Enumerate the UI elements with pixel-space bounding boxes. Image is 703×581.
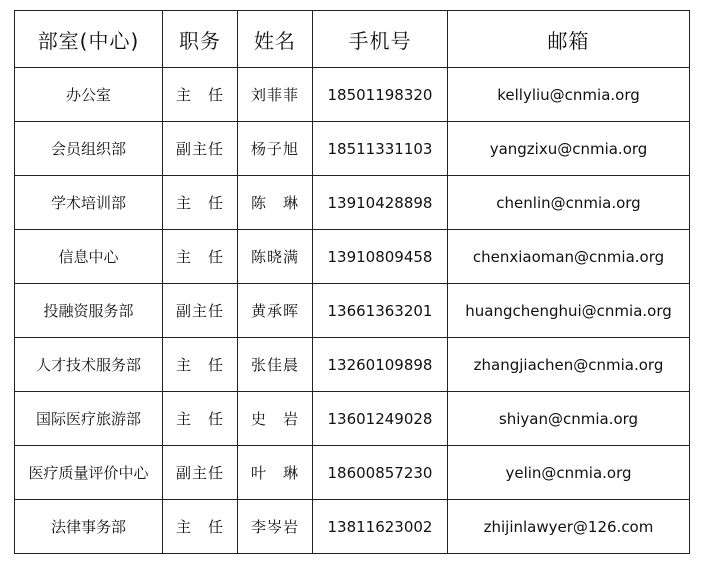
title-cell: 副主任 bbox=[163, 122, 238, 176]
header-name: 姓名 bbox=[238, 11, 313, 68]
email-cell: zhangjiachen@cnmia.org bbox=[448, 338, 690, 392]
header-email: 邮箱 bbox=[448, 11, 690, 68]
name-cell: 陈晓满 bbox=[238, 230, 313, 284]
department-cell: 学术培训部 bbox=[15, 176, 163, 230]
header-title: 职务 bbox=[163, 11, 238, 68]
email-cell: huangchenghui@cnmia.org bbox=[448, 284, 690, 338]
table-row bbox=[15, 68, 690, 122]
header-department: 部室(中心) bbox=[15, 11, 163, 68]
contact-table-container bbox=[14, 10, 690, 554]
name-cell: 刘菲菲 bbox=[238, 68, 313, 122]
phone-cell: 18600857230 bbox=[313, 446, 448, 500]
phone-cell: 13601249028 bbox=[313, 392, 448, 446]
name-cell: 陈 琳 bbox=[238, 176, 313, 230]
table-row bbox=[15, 500, 690, 554]
phone-cell: 13260109898 bbox=[313, 338, 448, 392]
table-row bbox=[15, 176, 690, 230]
email-cell: chenlin@cnmia.org bbox=[448, 176, 690, 230]
table-row bbox=[15, 230, 690, 284]
name-cell: 黄承晖 bbox=[238, 284, 313, 338]
header-phone: 手机号 bbox=[313, 11, 448, 68]
department-cell: 办公室 bbox=[15, 68, 163, 122]
name-cell: 杨子旭 bbox=[238, 122, 313, 176]
phone-cell: 13910428898 bbox=[313, 176, 448, 230]
email-cell: yelin@cnmia.org bbox=[448, 446, 690, 500]
email-cell: zhijinlawyer@126.com bbox=[448, 500, 690, 554]
name-cell: 叶 琳 bbox=[238, 446, 313, 500]
phone-cell: 13661363201 bbox=[313, 284, 448, 338]
email-cell: chenxiaoman@cnmia.org bbox=[448, 230, 690, 284]
phone-cell: 18501198320 bbox=[313, 68, 448, 122]
title-cell: 副主任 bbox=[163, 446, 238, 500]
department-cell: 信息中心 bbox=[15, 230, 163, 284]
department-cell: 会员组织部 bbox=[15, 122, 163, 176]
phone-cell: 18511331103 bbox=[313, 122, 448, 176]
department-cell: 人才技术服务部 bbox=[15, 338, 163, 392]
email-cell: yangzixu@cnmia.org bbox=[448, 122, 690, 176]
department-cell: 国际医疗旅游部 bbox=[15, 392, 163, 446]
title-cell: 主 任 bbox=[163, 338, 238, 392]
department-cell: 医疗质量评价中心 bbox=[15, 446, 163, 500]
title-cell: 副主任 bbox=[163, 284, 238, 338]
title-cell: 主 任 bbox=[163, 68, 238, 122]
email-cell: shiyan@cnmia.org bbox=[448, 392, 690, 446]
name-cell: 李岑岩 bbox=[238, 500, 313, 554]
title-cell: 主 任 bbox=[163, 392, 238, 446]
contact-table bbox=[14, 10, 690, 554]
table-row bbox=[15, 446, 690, 500]
department-cell: 法律事务部 bbox=[15, 500, 163, 554]
table-row bbox=[15, 338, 690, 392]
title-cell: 主 任 bbox=[163, 176, 238, 230]
phone-cell: 13910809458 bbox=[313, 230, 448, 284]
table-row bbox=[15, 392, 690, 446]
title-cell: 主 任 bbox=[163, 500, 238, 554]
table-row bbox=[15, 122, 690, 176]
phone-cell: 13811623002 bbox=[313, 500, 448, 554]
name-cell: 张佳晨 bbox=[238, 338, 313, 392]
title-cell: 主 任 bbox=[163, 230, 238, 284]
table-row bbox=[15, 284, 690, 338]
email-cell: kellyliu@cnmia.org bbox=[448, 68, 690, 122]
department-cell: 投融资服务部 bbox=[15, 284, 163, 338]
name-cell: 史 岩 bbox=[238, 392, 313, 446]
table-header-row bbox=[15, 11, 690, 68]
